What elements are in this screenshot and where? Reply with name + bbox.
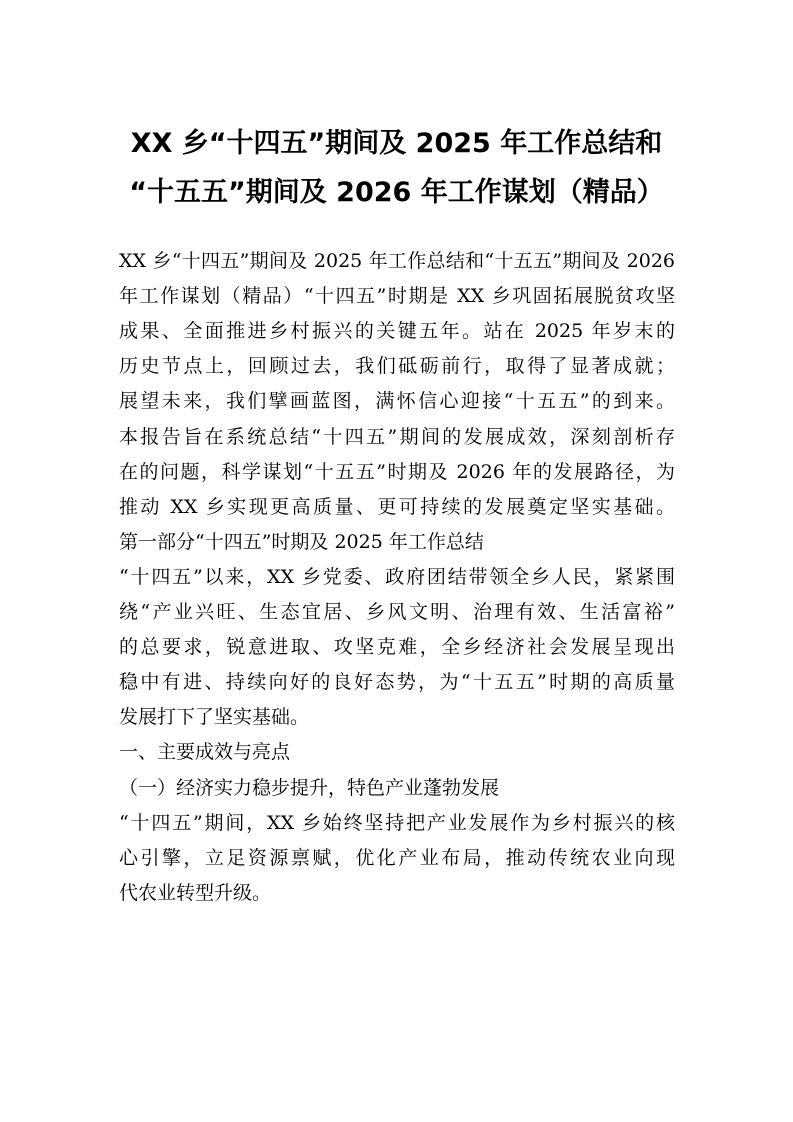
body-line: 的总要求，锐意进取、攻坚克难，全乡经济社会发展呈现出 (119, 636, 675, 659)
body-line: 绕“产业兴旺、生态宜居、乡风文明、治理有效、生活富裕” (119, 601, 675, 623)
body-line: “十四五”期间，XX 乡始终坚持把产业发展作为乡村振兴的核 (119, 811, 675, 834)
body-line: 心引擎，立足资源禀赋，优化产业布局，推动传统农业向现 (119, 846, 675, 869)
body-line: 本报告旨在系统总结“十四五”期间的发展成效，深刻剖析存 (119, 425, 675, 448)
body-line: 年工作谋划（精品）“十四五”时期是 XX 乡巩固拓展脱贫攻坚 (119, 285, 675, 308)
body-line: 历史节点上，回顾过去，我们砥砺前行，取得了显著成就； (119, 355, 675, 378)
body-line: 成果、全面推进乡村振兴的关键五年。站在 2025 年岁末的 (119, 320, 675, 343)
body-line: 推动 XX 乡实现更高质量、更可持续的发展奠定坚实基础。 (119, 495, 675, 518)
document-title-line-1: XX 乡“十四五”期间及 2025 年工作总结和 (130, 128, 663, 159)
body-line: 第一部分“十四五”时期及 2025 年工作总结 (119, 530, 484, 553)
body-line: 发展打下了坚实基础。 (119, 706, 310, 729)
body-line: 代农业转型升级。 (119, 881, 272, 904)
body-line: 一、主要成效与亮点 (119, 741, 291, 764)
body-line: XX 乡“十四五”期间及 2025 年工作总结和“十五五”期间及 2026 (119, 250, 675, 272)
body-line: “十四五”以来，XX 乡党委、政府团结带领全乡人民，紧紧围 (119, 565, 675, 588)
body-line: 稳中有进、持续向好的良好态势，为“十五五”时期的高质量 (119, 671, 675, 694)
body-line: 在的问题，科学谋划“十五五”时期及 2026 年的发展路径，为 (119, 460, 675, 483)
body-line: （一）经济实力稳步提升，特色产业蓬勃发展 (119, 776, 500, 799)
document-title-line-2: “十五五”期间及 2026 年工作谋划（精品） (129, 177, 664, 208)
body-line: 展望未来，我们擘画蓝图，满怀信心迎接“十五五”的到来。 (119, 390, 675, 413)
